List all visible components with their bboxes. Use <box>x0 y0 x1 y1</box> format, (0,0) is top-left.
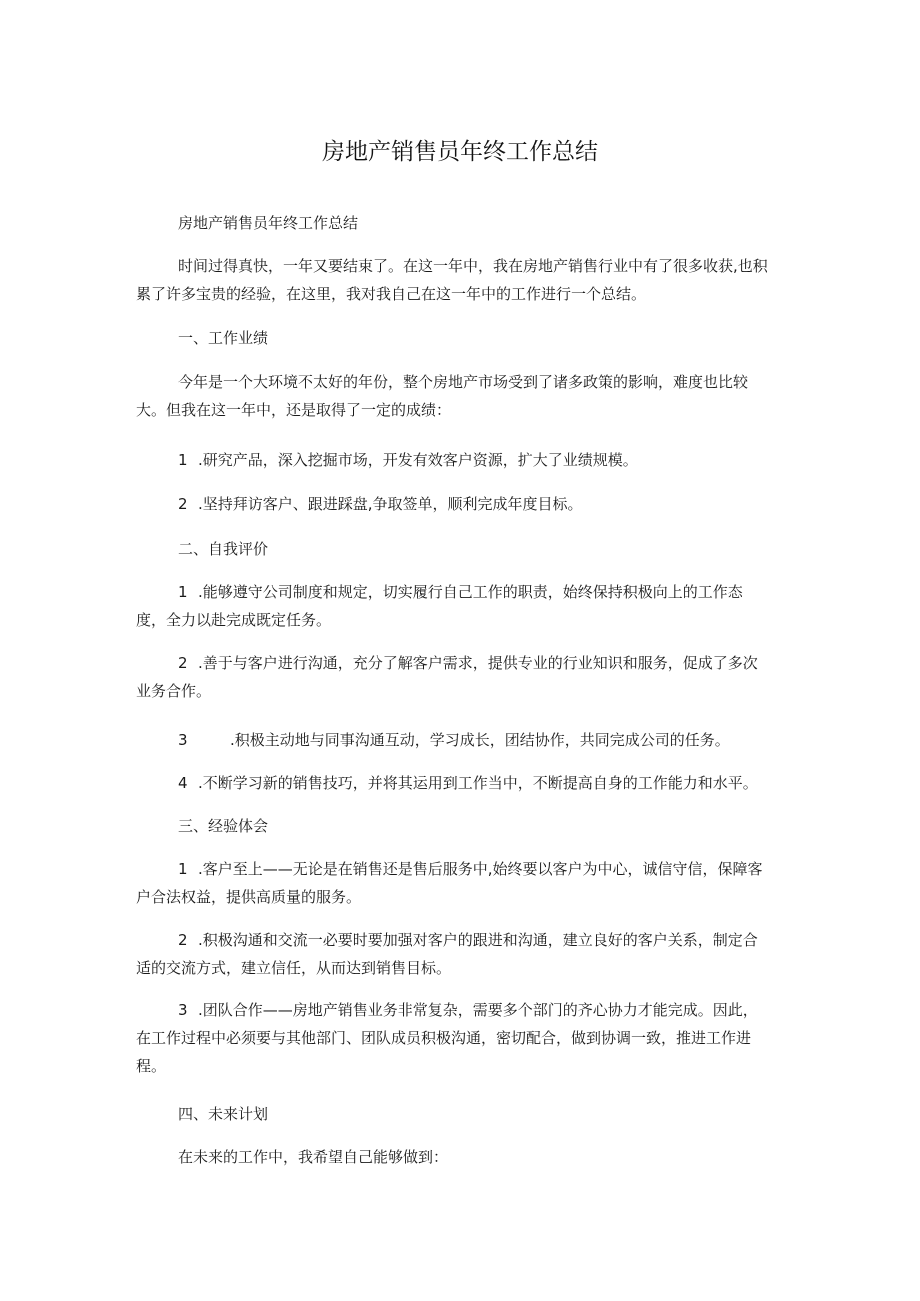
item-number: 2 <box>178 654 188 672</box>
section4-para-text: 在未来的工作中，我希望自己能够做到： <box>178 1148 449 1166</box>
item-text: .客户至上——无论是在销售还是售后服务中,始终要以客户为中心，诚信守信，保障客 <box>198 860 763 878</box>
item-number: 3 <box>178 731 188 749</box>
section2-item-4 <box>136 769 796 797</box>
intro-paragraph <box>136 252 796 308</box>
section3-item-2 <box>136 926 796 982</box>
section1-paragraph <box>136 368 796 424</box>
section2-heading <box>136 535 796 563</box>
item-text: .能够遵守公司制度和规定，切实履行自己工作的职责，始终保持积极向上的工作态 <box>198 583 743 601</box>
item-text: .善于与客户进行沟通，充分了解客户需求，提供专业的行业知识和服务，促成了多次 <box>198 654 758 672</box>
item-text: .积极主动地与同事沟通互动，学习成长，团结协作，共同完成公司的任务。 <box>230 731 730 749</box>
section1-item-1 <box>136 446 796 474</box>
subtitle-text: 房地产销售员年终工作总结 <box>178 214 359 232</box>
item-text-cont: 度，全力以赴完成既定任务。 <box>136 611 332 629</box>
section3-heading-text: 三、经验体会 <box>178 817 269 835</box>
item-text: .不断学习新的销售技巧，并将其运用到工作当中，不断提高自身的工作能力和水平。 <box>198 774 758 792</box>
intro-line-1: 时间过得真快，一年又要结束了。在这一年中，我在房地产销售行业中有了很多收获,也积 <box>178 257 768 275</box>
section1-heading <box>136 324 796 352</box>
item-number: 2 <box>178 495 188 513</box>
item-text: .积极沟通和交流一必要时要加强对客户的跟进和沟通，建立良好的客户关系，制定合 <box>198 931 758 949</box>
item-number: 3 <box>178 1001 188 1019</box>
section1-item-2 <box>136 490 796 518</box>
item-text: .研究产品，深入挖掘市场，开发有效客户资源，扩大了业绩规模。 <box>198 451 638 469</box>
section1-heading-text: 一、工作业绩 <box>178 329 269 347</box>
item-number: 4 <box>178 774 188 792</box>
item-number: 1 <box>178 583 188 601</box>
section2-item-2 <box>136 649 796 705</box>
intro-line-2: 累了许多宝贵的经验，在这里，我对我自己在这一年中的工作进行一个总结。 <box>136 285 647 303</box>
item-text-cont: 适的交流方式，建立信任，从而达到销售目标。 <box>136 959 452 977</box>
page-title: 房地产销售员年终工作总结 <box>322 139 598 165</box>
item-text: .坚持拜访客户、跟进踩盘,争取签单，顺利完成年度目标。 <box>198 495 583 513</box>
section3-item-3 <box>136 996 796 1080</box>
item-text-cont: 在工作过程中必须要与其他部门、团队成员积极沟通，密切配合，做到协调一致，推进工作进 <box>136 1029 752 1047</box>
section4-heading <box>136 1100 796 1128</box>
section3-item-1 <box>136 855 796 911</box>
item-number: 2 <box>178 931 188 949</box>
section1-para-line-1: 今年是一个大环境不太好的年份，整个房地产市场受到了诸多政策的影响，难度也比较 <box>178 373 749 391</box>
section4-paragraph <box>136 1143 796 1171</box>
section3-heading <box>136 812 796 840</box>
item-text-cont: 业务合作。 <box>136 682 212 700</box>
item-text: .团队合作——房地产销售业务非常复杂，需要多个部门的齐心协力才能完成。因此， <box>198 1001 758 1019</box>
item-number: 1 <box>178 860 188 878</box>
section2-item-3 <box>136 726 796 754</box>
section1-para-line-2: 大。但我在这一年中，还是取得了一定的成绩： <box>136 401 452 419</box>
item-text-cont: 程。 <box>136 1057 167 1075</box>
section4-heading-text: 四、未来计划 <box>178 1105 269 1123</box>
subtitle <box>136 209 796 237</box>
section2-item-1 <box>136 578 796 634</box>
section2-heading-text: 二、自我评价 <box>178 540 269 558</box>
item-text-cont: 户合法权益，提供高质量的服务。 <box>136 888 362 906</box>
item-number: 1 <box>178 451 188 469</box>
